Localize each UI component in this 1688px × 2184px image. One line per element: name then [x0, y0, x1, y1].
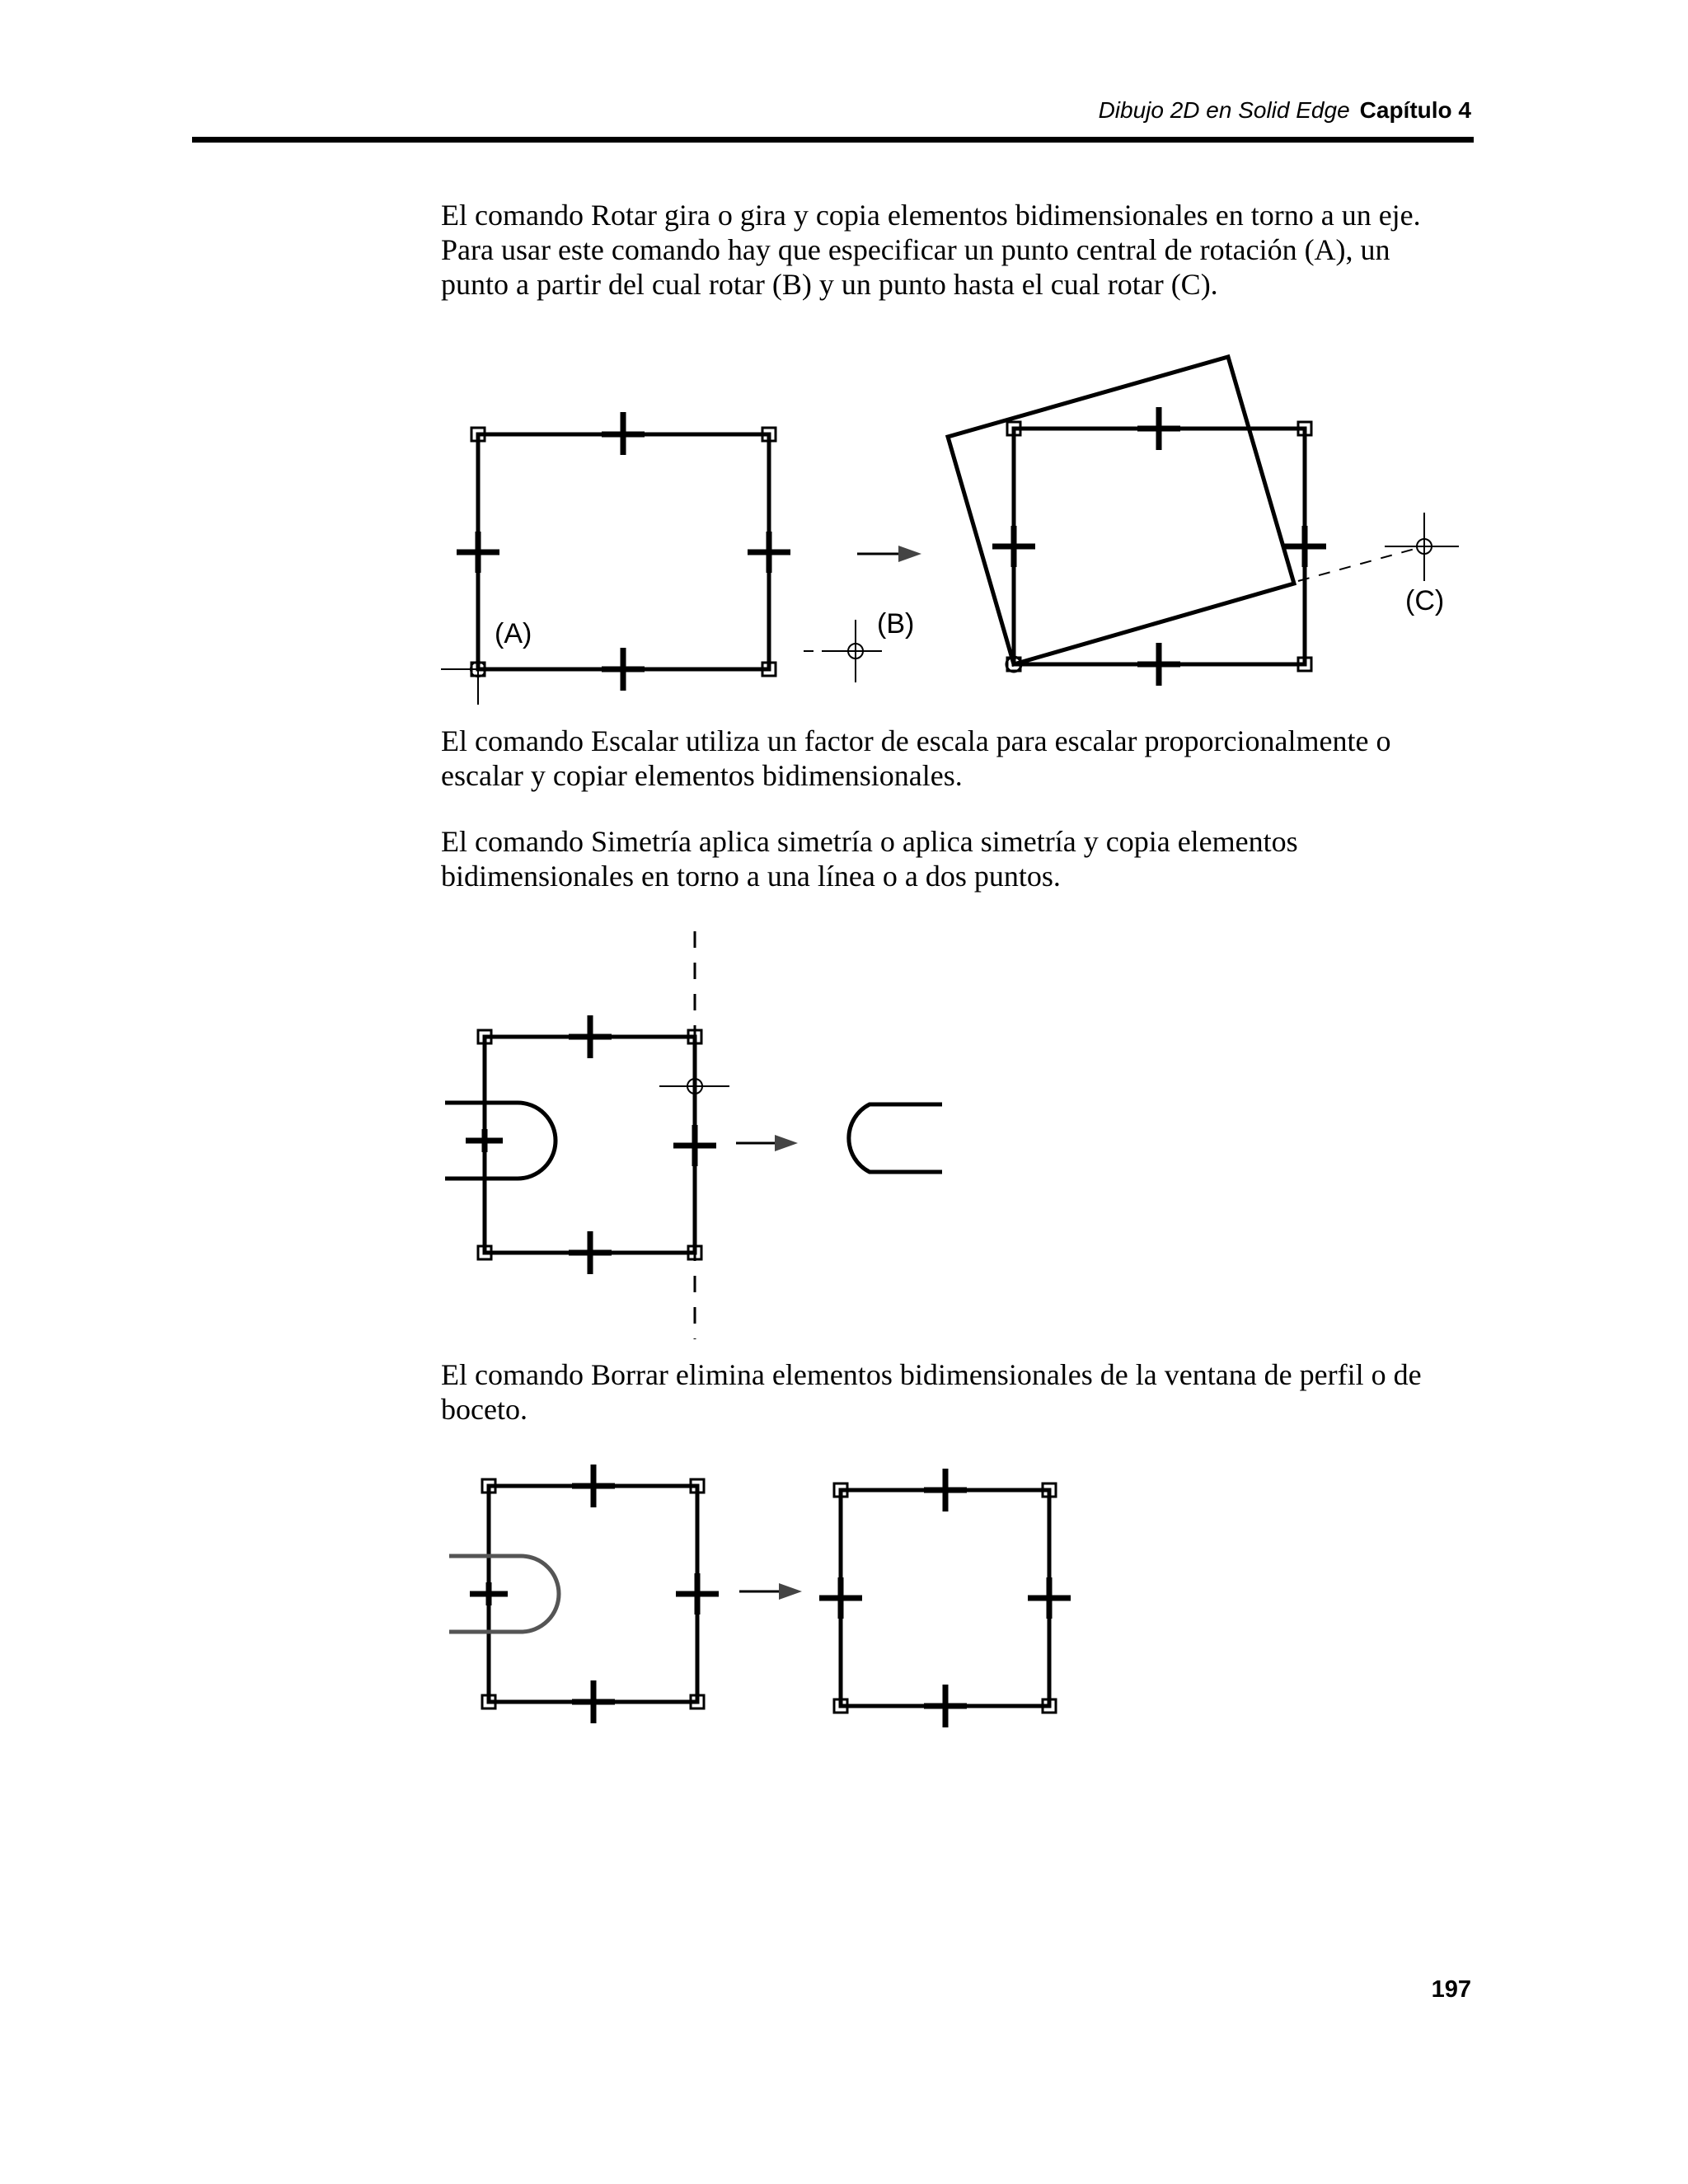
delete-figure: [0, 1459, 1688, 1747]
chapter-label: Capítulo 4: [1359, 97, 1471, 123]
delete-before-corner-markers: [482, 1479, 704, 1708]
paragraph-mirror: El comando Simetría aplica simetría o aplica simetría y copia elementos bidimensionales en torno a una línea o a dos puntos.: [441, 825, 1298, 893]
delete-after-corner-markers: [834, 1483, 1056, 1713]
delete-arrow-head: [779, 1583, 802, 1600]
mirror-figure: [0, 923, 1688, 1352]
label-c: (C): [1405, 585, 1445, 616]
rotate-arrow-head: [898, 546, 921, 562]
paragraph-delete: El comando Borrar elimina elementos bidimensionales de la ventana de perfil o de boceto.: [441, 1358, 1422, 1426]
slot-midpoint-tick: [466, 1129, 503, 1152]
label-b: (B): [877, 608, 915, 640]
header-rule: [192, 137, 1474, 143]
mirror-rectangle: [485, 1037, 695, 1253]
delete-after-rectangle: [841, 1490, 1049, 1706]
page-number: 197: [1431, 1976, 1471, 2003]
delete-before-rectangle: [489, 1486, 697, 1702]
running-header: [1099, 97, 1471, 124]
delete-after-midpoint-ticks: [819, 1469, 1071, 1727]
paragraph-rotate: El comando Rotar gira o gira y copia elementos bidimensionales en torno a un eje. Para usar este comando hay que especificar un punto central de rotación (A), un punto a partir del cual rotar (B) y un punto hasta el cual rotar (C).: [441, 199, 1421, 301]
section-title: Dibujo 2D en Solid Edge: [1098, 97, 1350, 123]
rotate-figure: [0, 346, 1688, 701]
from-point-b-crosshair: [804, 620, 882, 682]
delete-slot-tick: [470, 1582, 508, 1605]
rotate-right-corner-markers: [1007, 422, 1311, 671]
paragraph-scale: El comando Escalar utiliza un factor de escala para escalar proporcionalmente o escalar y copiar elementos bidimensionales.: [441, 724, 1391, 792]
rotated-rectangle: [948, 357, 1294, 664]
mirrored-slot-shape: [849, 1104, 942, 1172]
label-a: (A): [495, 618, 532, 649]
rotate-right-midpoint-ticks: [992, 407, 1326, 686]
mirror-corner-markers: [478, 1030, 701, 1259]
mirror-arrow-head: [775, 1135, 798, 1151]
